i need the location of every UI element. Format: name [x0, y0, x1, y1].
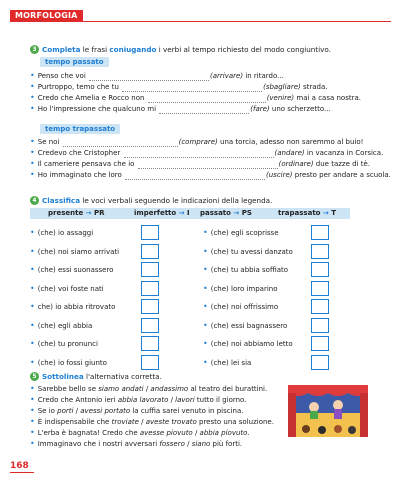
- bullet-icon: •: [30, 439, 35, 448]
- answer-box[interactable]: [311, 262, 329, 277]
- sentence-text: al teatro dei burattini.: [188, 385, 268, 393]
- answer-blank[interactable]: [138, 162, 278, 169]
- verb-form-item: [203, 247, 293, 257]
- passato-sentence: [30, 82, 328, 92]
- answer-box[interactable]: [311, 244, 329, 259]
- bullet-icon: •: [30, 170, 35, 179]
- bullet-icon: •: [30, 71, 35, 80]
- verb-form-text: (che) loro imparino: [210, 284, 278, 293]
- verb-form-text: (che) lei sia: [210, 358, 252, 367]
- sentence-text: tutto il giorno.: [194, 396, 247, 404]
- verb-hint: (venire): [266, 94, 295, 102]
- answer-blank[interactable]: [63, 140, 178, 147]
- sentence-text: /: [138, 418, 146, 426]
- verb-option[interactable]: andassimo: [150, 385, 189, 393]
- answer-blank[interactable]: [125, 173, 265, 180]
- answer-box[interactable]: [141, 336, 159, 351]
- verb-option[interactable]: abbia piovuto: [199, 429, 248, 437]
- sentence-start: Penso che voi: [37, 72, 89, 80]
- verb-option[interactable]: troviate: [111, 418, 139, 426]
- sentence-start: Ho immaginato che loro: [37, 171, 125, 179]
- sentence-text: /: [143, 385, 151, 393]
- verb-option[interactable]: abbia lavorato: [117, 396, 169, 404]
- passato-sentence: [30, 71, 284, 81]
- bullet-icon: •: [203, 339, 208, 348]
- answer-box[interactable]: [311, 355, 329, 370]
- exercise-5-badge: 5: [30, 372, 39, 381]
- sentence-text: È indispensabile che: [37, 418, 112, 426]
- passato-sentence: [30, 104, 331, 114]
- sentence-text: Immaginavo che i nostri avversari: [37, 440, 160, 448]
- bullet-icon: •: [203, 228, 208, 237]
- exercise-3-badge: 3: [30, 45, 39, 54]
- bullet-icon: •: [30, 428, 35, 437]
- verb-form-text: (che) tu avessi danzato: [210, 247, 293, 256]
- verb-option[interactable]: siano: [191, 440, 211, 448]
- exercise-3-instruction: Completa le frasi coniugando i verbi al tempo richiesto del modo congiuntivo.: [42, 45, 331, 54]
- bullet-icon: •: [30, 228, 35, 237]
- sentence-end: mai a casa nostra.: [294, 94, 361, 102]
- verb-form-text: che) io abbia ritrovato: [37, 303, 116, 311]
- verb-form-text: (che) tu abbia soffiato: [210, 266, 289, 274]
- ex5-sentence: [30, 395, 246, 405]
- verb-option[interactable]: aveste trovato: [145, 418, 197, 426]
- verb-form-text: (che) noi abbiamo letto: [210, 340, 293, 348]
- bullet-icon: •: [30, 148, 35, 157]
- bullet-icon: •: [30, 137, 35, 146]
- ex5-sentence: [30, 384, 267, 394]
- answer-box[interactable]: [141, 299, 159, 314]
- answer-blank[interactable]: [159, 107, 249, 114]
- verb-option[interactable]: porti: [57, 407, 74, 415]
- verb-form-text: (che) egli abbia: [37, 321, 93, 330]
- legend-passato: passato → PS: [200, 209, 252, 217]
- sentence-start: Ho l'impressione che qualcuno mi: [37, 105, 159, 113]
- answer-blank[interactable]: [89, 74, 209, 81]
- answer-box[interactable]: [141, 225, 159, 240]
- verb-form-item: [203, 228, 279, 238]
- trapassato-sentence: [30, 170, 391, 180]
- ex5-sentence: [30, 428, 250, 438]
- verb-option[interactable]: avesse piovuto: [139, 429, 193, 437]
- bullet-icon: •: [30, 159, 35, 168]
- answer-blank[interactable]: [148, 96, 266, 103]
- sentence-text: /: [192, 429, 200, 437]
- verb-form-text: (che) essi bagnassero: [210, 321, 288, 330]
- verb-hint: (arrivare): [210, 72, 244, 80]
- sentence-end: strada.: [300, 83, 328, 91]
- verb-form-text: (che) essi suonassero: [37, 266, 114, 274]
- answer-blank[interactable]: [122, 85, 262, 92]
- sentence-text: più forti.: [210, 440, 243, 448]
- bullet-icon: •: [203, 302, 208, 311]
- verb-form-item: [30, 321, 92, 331]
- tempo-passato-label: tempo passato: [40, 57, 109, 67]
- verb-form-item: [30, 339, 98, 349]
- verb-form-text: (che) noi offrissimo: [210, 303, 279, 311]
- verb-form-text: (che) io assaggi: [37, 229, 94, 237]
- sentence-text: /: [73, 407, 81, 415]
- verb-form-item: [30, 302, 115, 312]
- verb-form-item: [203, 358, 251, 368]
- bullet-icon: •: [30, 320, 35, 330]
- sentence-text: /: [168, 396, 176, 404]
- sentence-end: una torcia, adesso non saremmo al buio!: [217, 138, 364, 146]
- ex5-sentence: [30, 439, 242, 449]
- sentence-end: due tazze di tè.: [313, 160, 371, 168]
- sentence-start: Il cameriere pensava che io: [37, 160, 137, 168]
- sentence-text: la cuffia sarei venuto in piscina.: [130, 407, 244, 415]
- answer-box[interactable]: [311, 318, 329, 333]
- legend-presente: presente → PR: [48, 209, 105, 217]
- bullet-icon: •: [30, 246, 35, 256]
- verb-form-item: [203, 302, 278, 312]
- bullet-icon: •: [30, 302, 35, 311]
- legend-bar: [30, 208, 350, 219]
- sentence-text: /: [184, 440, 192, 448]
- bullet-icon: •: [30, 395, 35, 404]
- bullet-icon: •: [203, 265, 208, 274]
- trapassato-sentence: [30, 148, 383, 158]
- sentence-end: in ritardo...: [243, 72, 284, 80]
- verb-option[interactable]: avessi portato: [80, 407, 131, 415]
- verb-form-item: [30, 228, 93, 238]
- verb-form-text: (che) voi foste nati: [37, 284, 104, 293]
- sentence-start: Credevo che Cristopher: [37, 149, 123, 157]
- verb-form-item: [30, 284, 104, 294]
- bullet-icon: •: [30, 104, 35, 113]
- section-title: MORFOLOGIA: [10, 10, 83, 22]
- bullet-icon: •: [30, 406, 35, 415]
- exercise-5-instruction: Sottolinea l'alternativa corretta.: [42, 372, 162, 381]
- bullet-icon: •: [30, 417, 35, 426]
- answer-box[interactable]: [141, 262, 159, 277]
- verb-option[interactable]: lavori: [175, 396, 195, 404]
- sentence-text: presto una soluzione.: [196, 418, 274, 426]
- bullet-icon: •: [203, 320, 208, 330]
- verb-form-item: [30, 265, 113, 275]
- answer-box[interactable]: [141, 281, 159, 296]
- answer-box[interactable]: [311, 336, 329, 351]
- legend-imperfetto: imperfetto → I: [134, 209, 190, 217]
- verb-form-item: [30, 358, 107, 368]
- verb-option[interactable]: fossero: [159, 440, 185, 448]
- ex5-sentence: [30, 417, 274, 427]
- bullet-icon: •: [203, 283, 208, 293]
- verb-form-text: (che) io fossi giunto: [37, 358, 107, 367]
- sentence-text: Sarebbe bello se: [37, 385, 99, 393]
- verb-form-text: (che) egli scoprisse: [210, 229, 279, 237]
- answer-box[interactable]: [311, 299, 329, 314]
- exercise-4-instruction: Classifica le voci verbali seguendo le indicazioni della legenda.: [42, 196, 273, 205]
- answer-box[interactable]: [141, 355, 159, 370]
- sentence-text: Se io: [37, 407, 58, 415]
- bullet-icon: •: [30, 283, 35, 293]
- bullet-icon: •: [203, 357, 208, 367]
- verb-form-item: [203, 284, 278, 294]
- verb-form-text: (che) noi siamo arrivati: [37, 247, 120, 256]
- verb-form-item: [30, 247, 119, 257]
- tempo-trapassato-label: tempo trapassato: [40, 124, 120, 134]
- trapassato-sentence: [30, 159, 370, 169]
- exercise-4-badge: 4: [30, 196, 39, 205]
- sentence-end: in vacanza in Corsica.: [304, 149, 384, 157]
- sentence-start: Se noi: [37, 138, 62, 146]
- verb-hint: (andare): [274, 149, 305, 157]
- trapassato-sentence: [30, 137, 363, 147]
- bullet-icon: •: [30, 357, 35, 367]
- verb-form-item: [203, 265, 288, 275]
- verb-hint: (comprare): [178, 138, 218, 146]
- verb-option[interactable]: siamo andati: [98, 385, 144, 393]
- bullet-icon: •: [203, 246, 208, 256]
- ex5-sentence: [30, 406, 244, 416]
- verb-hint: (fare): [250, 105, 270, 113]
- page-number: 168: [10, 459, 34, 473]
- answer-blank[interactable]: [124, 151, 274, 158]
- sentence-text: L'erba è bagnata! Credo che: [37, 429, 140, 437]
- verb-form-text: (che) tu pronunci: [37, 340, 98, 348]
- bullet-icon: •: [30, 82, 35, 91]
- sentence-text: Credo che Antonio ieri: [37, 396, 118, 404]
- verb-hint: (ordinare): [278, 160, 314, 168]
- puppet-theatre-illustration: [286, 383, 370, 439]
- verb-form-item: [203, 339, 293, 349]
- answer-box[interactable]: [141, 318, 159, 333]
- verb-hint: (uscire): [266, 171, 293, 179]
- answer-box[interactable]: [141, 244, 159, 259]
- verb-form-item: [203, 321, 287, 331]
- bullet-icon: •: [30, 265, 35, 274]
- sentence-start: Purtroppo, temo che tu: [37, 83, 122, 91]
- sentence-start: Credo che Amelia e Rocco non: [37, 94, 147, 102]
- sentence-text: .: [247, 429, 250, 437]
- legend-trapassato: trapassato → T: [278, 209, 336, 217]
- section-header: [10, 10, 391, 22]
- sentence-end: presto per andare a scuola.: [292, 171, 391, 179]
- bullet-icon: •: [30, 384, 35, 393]
- bullet-icon: •: [30, 93, 35, 102]
- passato-sentence: [30, 93, 361, 103]
- verb-hint: (sbagliare): [263, 83, 301, 91]
- answer-box[interactable]: [311, 225, 329, 240]
- bullet-icon: •: [30, 339, 35, 348]
- sentence-end: uno scherzetto...: [269, 105, 331, 113]
- answer-box[interactable]: [311, 281, 329, 296]
